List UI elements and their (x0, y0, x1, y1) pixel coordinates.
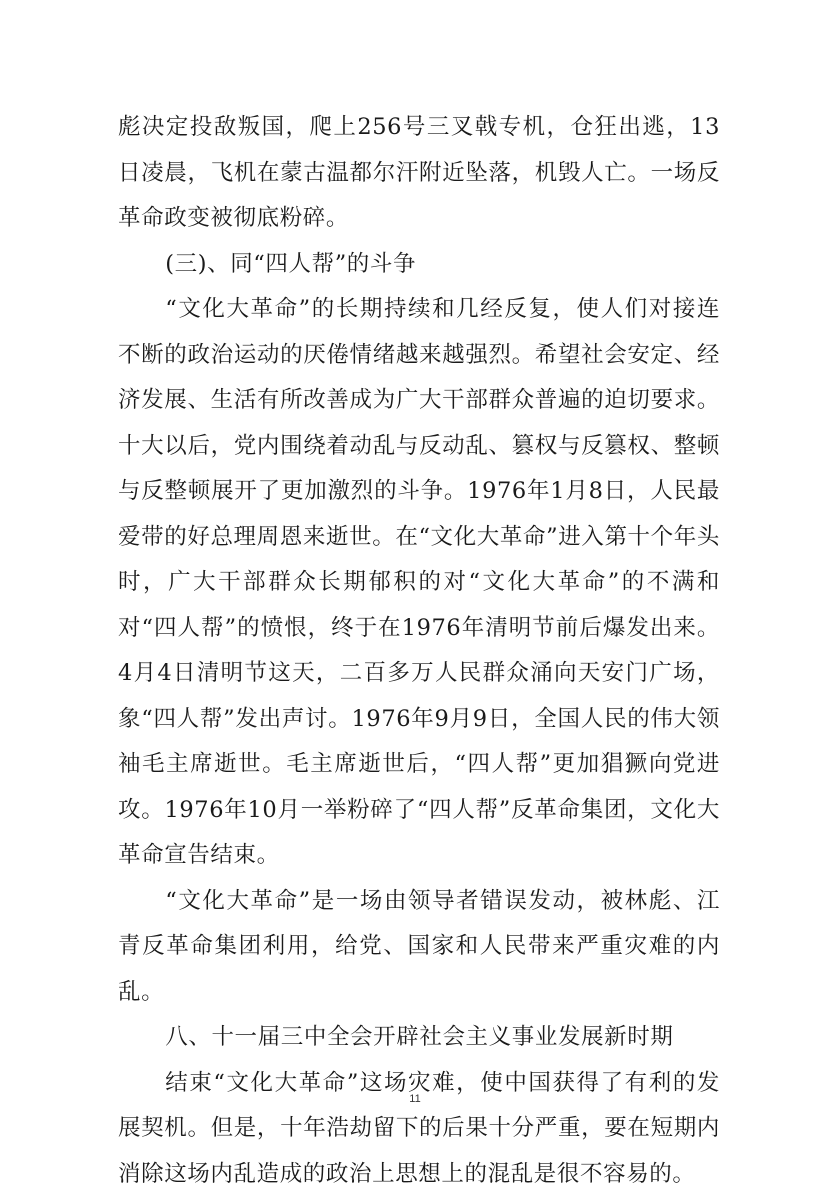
paragraph-continued: 彪决定投敌叛国，爬上256号三叉戟专机，仓狂出逃，13日凌晨，飞机在蒙古温都尔汗附近坠落，机毁人亡。一场反革命政变被彻底粉碎。 (118, 105, 720, 242)
section-heading-third-plenum: 八、十一届三中全会开辟社会主义事业发展新时期 (118, 1015, 720, 1061)
paragraph-cultural-revolution: “文化大革命”的长期持续和几经反复，使人们对接连不断的政治运动的厌倦情绪越来越强烈。希望社会安定、经济发展、生活有所改善成为广大干部群众普遍的迫切要求。十大以后，党内围绕着动乱与反动乱、篡权与反篡权、整顿与反整顿展开了更加激烈的斗争。1976年1月8日，人民最爱带的好总理周恩来逝世。在“文化大革命”进入第十个年头时，广大干部群众长期郁积的对“文化大革命”的不满和对“四人帮”的愤恨，终于在1976年清明节前后爆发出来。4月4日清明节这天，二百多万人民群众涌向天安门广场，象“四人帮”发出声讨。1976年9月9日，全国人民的伟大领袖毛主席逝世。毛主席逝世后，“四人帮”更加猖獗向党进攻。1976年10月一举粉碎了“四人帮”反革命集团，文化大革命宣告结束。 (118, 287, 720, 879)
paragraph-conclusion: “文化大革命”是一场由领导者错误发动，被林彪、江青反革命集团利用，给党、国家和人民带来严重灾难的内乱。 (118, 879, 720, 1016)
paragraph-new-period: 结束“文化大革命”这场灾难，使中国获得了有利的发展契机。但是，十年浩劫留下的后果十分严重，要在短期内消除这场内乱造成的政治上思想上的混乱是很不容易的。 (118, 1061, 720, 1197)
document-body (118, 105, 720, 1197)
section-heading-gang-of-four: (三)、同“四人帮”的斗争 (118, 242, 720, 288)
page-number: 11 (0, 1093, 830, 1105)
